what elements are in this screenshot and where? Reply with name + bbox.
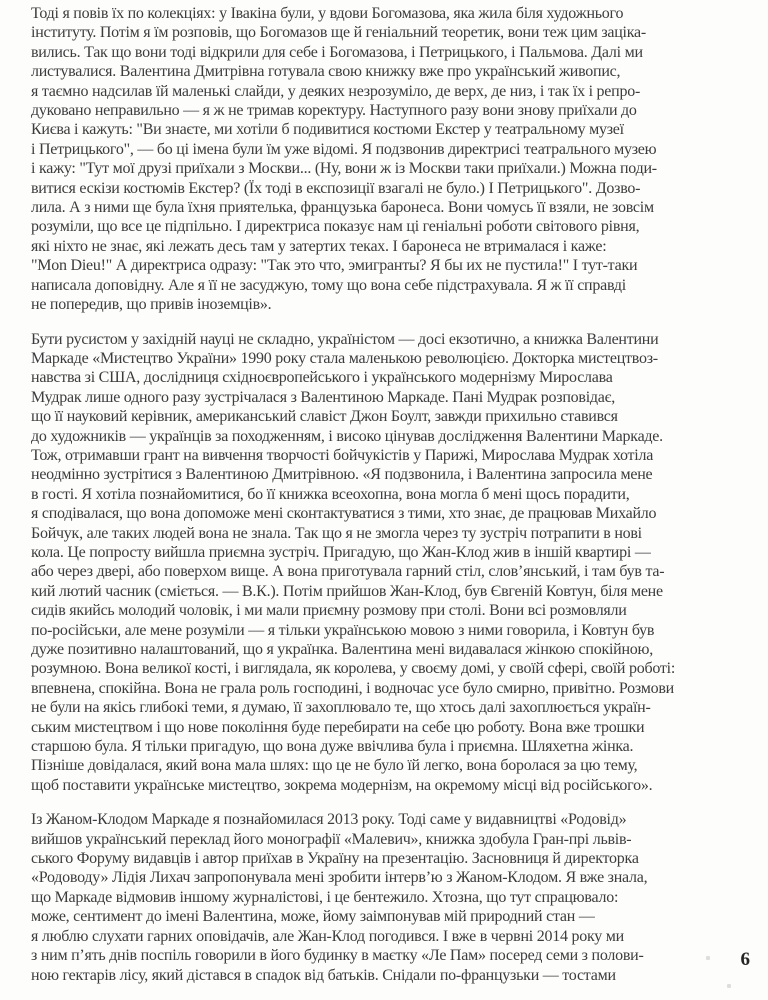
paragraph — [31, 330, 743, 796]
text-line: в гості. Я хотіла познайомитися, бо її книжка всеохопна, вона могла б мені щось порадити, — [31, 485, 630, 503]
page-number: 6 — [740, 949, 750, 970]
text-line: кола. Це попросту вийшла приємна зустріч. Пригадую, що Жан-Клод жив в іншій квартирі — — [31, 543, 651, 561]
text-line: розуміли, що все це підпільно. І директриса показує нам ці геніальні роботи світового рівня, — [31, 218, 640, 236]
text-line: ського Форуму видавців і автор приїхав в Україну на презентацію. Засновниця й директорка — [31, 850, 639, 868]
paragraph — [31, 4, 743, 315]
paragraph — [31, 810, 743, 985]
text-line: дуковано неправильно — я ж не тримав коректуру. Наступного разу вони знову приїхали до — [31, 102, 637, 120]
text-line: Із Жаном-Клодом Маркаде я познайомилася 2013 року. Тоді саме у видавництві «Родовід» — [31, 811, 627, 829]
text-line: не попередив, що привів іноземців». — [31, 296, 272, 314]
text-line: навства зі США, дослідниця східноєвропейського і українського модернізму Мирослава — [31, 369, 613, 387]
text-line: які ніхто не знає, які лежать десь там у затертих теках. І баронеса не втрималася і каже: — [31, 237, 607, 255]
text-line: «Родоводу» Лідія Лихач запропонувала мені зробити інтерв’ю з Жаном-Клодом. Я вже знала, — [31, 869, 648, 887]
text-line: не були на якісь глибокі теми, я думаю, її захоплювало те, що хтось далі захоплюється україн- — [31, 699, 651, 717]
text-line: я люблю слухати гарних оповідачів, але Жан-Клод погодився. І вже в червні 2014 року ми — [31, 927, 624, 945]
text-line: неодмінно зустрітися з Валентиною Дмитрівною. «Я подзвонила, і Валентина запросила мене — [31, 466, 653, 484]
text-line: Тоді я повів їх по колекціях: у Івакіна були, у вдови Богомазова, яка жила біля художнього — [31, 5, 624, 22]
scan-speck — [727, 984, 731, 988]
text-line: інституту. Потім я їм розповів, що Богомазов ще й геніальний теоретик, вони теж цим заціка- — [31, 24, 646, 42]
text-line: витися ескізи костюмів Екстер? (Їх тоді в експозиції взагалі не було.) І Петрицького". Дозво- — [31, 179, 641, 197]
text-line: Маркаде «Мистецтво України» 1990 року стала маленькою революцією. Докторка мистецтвоз- — [31, 349, 658, 367]
text-line: може, сентимент до імені Валентина, може, йому заімпонував мій природний стан — — [31, 908, 595, 926]
text-line: по-російськи, але мене розуміли — я тільки українською мовою з ними говорила, і Ковтун був — [31, 621, 655, 639]
text-line: до художників — українців за походженням, і високо цінував дослідження Валентини Маркаде. — [31, 427, 663, 445]
text-line: "Mon Dieu!" А директриса одразу: "Так это что, эмигранты? Я бы их не пустила!" І тут-таки — [31, 257, 638, 275]
text-line: і Петрицького", — бо ці імена були їм уже відомі. Я подзвонив директрисі театрального музею — [31, 140, 657, 158]
text-line: Мудрак лише одного разу зустрічалася з Валентиною Маркаде. Пані Мудрак розповідає, — [31, 388, 615, 406]
text-line: я сподівалася, що вона допоможе мені сконтактуватися з тими, хто знає, де працював Михайло — [31, 505, 657, 523]
text-line: сидів якийсь молодий чоловік, і ми мали приємну розмову при столі. Вони всі розмовляли — [31, 602, 627, 620]
text-line: Бути русистом у західній науці не складно, україністом — досі екзотично, а книжка Валентини — [31, 330, 659, 348]
text-line: лила. А з ними ще була їхня приятелька, французька баронеса. Вони чомусь її взяли, не зовсім — [31, 199, 654, 217]
text-line: Тож, отримавши грант на вивчення творчості бойчукістів у Парижі, Мирослава Мудрак хотіла — [31, 446, 654, 464]
text-line: ським мистецтвом і що нове покоління буде перебирати на себе цю роботу. Вона вже трошки — [31, 718, 645, 736]
text-line: розумною. Вона великої кості, і виглядала, як королева, у своєму домі, у своїй сфері, своїй роботі: — [31, 660, 676, 678]
scan-speck — [706, 956, 710, 960]
text-line: з ним п’ять днів поспіль говорили в його будинку в маєтку «Ле Пам» посеред семи з полови- — [31, 947, 644, 965]
text-line: або через двері, або поверхом вище. А вона приготувала гарний стіл, слов’янський, і там був та- — [31, 563, 665, 581]
text-line: Києва і кажуть: "Ви знаєте, ми хотіли б подивитися костюми Екстер у театральному музеї — [31, 121, 624, 139]
text-line: кий лютий часник (сміється. — В.К.). Потім прийшов Жан-Клод, був Євгеній Ковтун, біля мене — [31, 582, 663, 600]
text-line: я таємно надсилав їй маленькі слайди, у деяких незрозуміло, де верх, де низ, і так їх і репро- — [31, 82, 641, 100]
text-line: дуже позитивно налаштований, що я українка. Валентина мені видавалася жінкою спокійною, — [31, 641, 654, 658]
text-line: Пізніше довідалася, який вона мала шлях: що це не було їй легко, вона боролася за цю тему, — [31, 757, 638, 775]
text-line: впевнена, спокійна. Вона не грала роль господині, і водночас усе було смирно, привітно. Розмови — [31, 679, 674, 697]
text-line: щоб поставити українське мистецтво, зокрема модернізм, на окремому місці від російського». — [31, 776, 653, 794]
text-line: і кажу: "Тут мої друзі приїхали з Москви... (Ну, вони ж із Москви таки приїхали.) Можна поди- — [31, 160, 657, 178]
body-text — [31, 4, 743, 1000]
text-line: написала доповідну. Але я її не засуджую, тому що вона себе підстрахувала. Я ж її справді — [31, 276, 626, 294]
text-line: що її науковий керівник, американський славіст Джон Боулт, завжди прихильно ставився — [31, 408, 618, 426]
text-line: що Маркаде відмовив іншому журналістові, і це бентежило. Хтозна, що тут спрацювало: — [31, 888, 619, 906]
text-line: старшою була. Я тільки пригадую, що вона дуже ввічлива була і приємна. Шляхетна жінка. — [31, 738, 634, 756]
text-line: ною гектарів лісу, який дістався в спадок від батьків. Снідали по-французьки — тостами — [31, 966, 616, 984]
text-line: листувалися. Валентина Дмитрівна готувала свою книжку вже про український живопис, — [31, 63, 621, 81]
text-line: Бойчук, але таких людей вона не знала. Так що я не змогла через ту зустріч потрапити в нові — [31, 524, 642, 542]
text-line: вились. Так що вони тоді відкрили для себе і Богомазова, і Петрицького, і Пальмова. Далі ми — [31, 43, 643, 61]
text-line: вийшов український переклад його монографії «Малевич», книжка здобула Гран-прі львів- — [31, 830, 632, 848]
